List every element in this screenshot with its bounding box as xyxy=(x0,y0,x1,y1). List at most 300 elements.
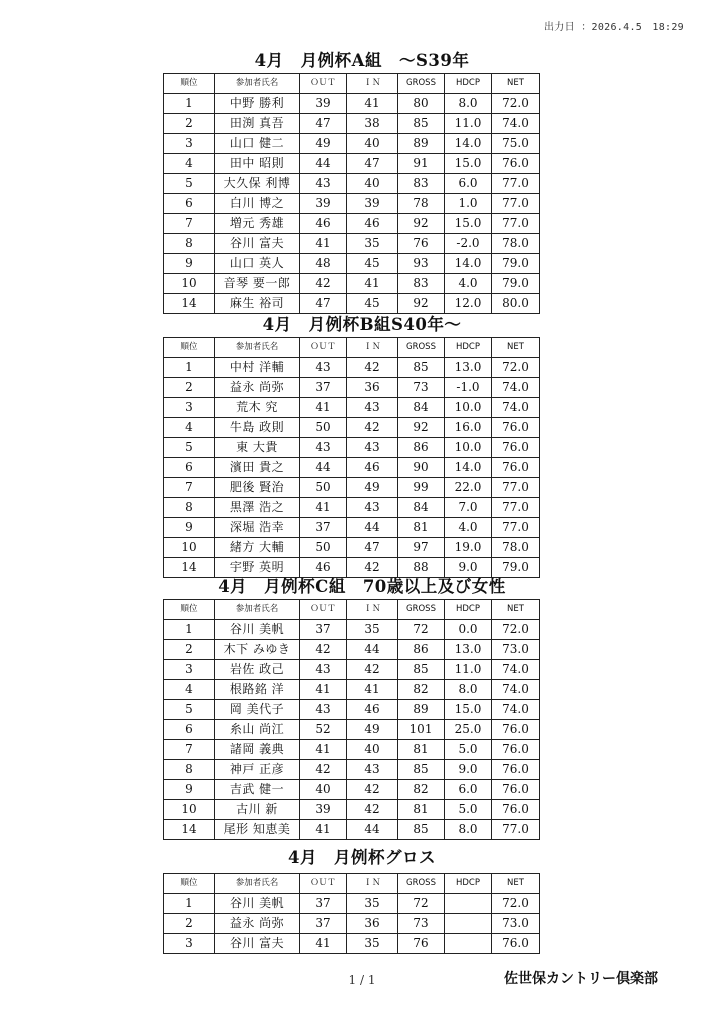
rank-cell: 1 xyxy=(164,894,215,914)
table-row xyxy=(164,174,540,194)
name-cell: 岡 美代子 xyxy=(215,700,300,720)
gross-cell: 99 xyxy=(398,478,445,498)
out-cell: 44 xyxy=(300,458,347,478)
rank-cell: 3 xyxy=(164,398,215,418)
net-cell: 80.0 xyxy=(492,294,540,314)
rank-cell: 10 xyxy=(164,800,215,820)
out-cell: 39 xyxy=(300,94,347,114)
header-row xyxy=(164,74,540,94)
out-cell: 37 xyxy=(300,378,347,398)
name-cell: 音琴 要一郎 xyxy=(215,274,300,294)
in-cell: 35 xyxy=(347,234,398,254)
out-cell: 37 xyxy=(300,914,347,934)
out-cell: 43 xyxy=(300,174,347,194)
hdcp-cell: 8.0 xyxy=(445,94,492,114)
rank-cell: 9 xyxy=(164,254,215,274)
in-cell: 44 xyxy=(347,640,398,660)
out-cell: 48 xyxy=(300,254,347,274)
table-row xyxy=(164,378,540,398)
gross-cell: 85 xyxy=(398,358,445,378)
table-row xyxy=(164,740,540,760)
out-cell: 50 xyxy=(300,478,347,498)
table-row xyxy=(164,154,540,174)
rank-cell: 5 xyxy=(164,174,215,194)
header-row xyxy=(164,338,540,358)
in-cell: 40 xyxy=(347,174,398,194)
gross-cell: 91 xyxy=(398,154,445,174)
out-cell: 37 xyxy=(300,894,347,914)
out-cell: 41 xyxy=(300,820,347,840)
in-cell: 41 xyxy=(347,94,398,114)
net-cell: 73.0 xyxy=(492,914,540,934)
out-header: ＯＵＴ xyxy=(300,338,347,358)
in-cell: 43 xyxy=(347,760,398,780)
gross-cell: 72 xyxy=(398,894,445,914)
out-cell: 46 xyxy=(300,558,347,578)
name-cell: 緒方 大輔 xyxy=(215,538,300,558)
out-cell: 39 xyxy=(300,194,347,214)
gross-cell: 90 xyxy=(398,458,445,478)
hdcp-cell: 25.0 xyxy=(445,720,492,740)
table-row xyxy=(164,640,540,660)
hdcp-cell: 12.0 xyxy=(445,294,492,314)
net-cell: 72.0 xyxy=(492,94,540,114)
out-cell: 44 xyxy=(300,154,347,174)
net-header: NET xyxy=(492,338,540,358)
gross-header: GROSS xyxy=(398,338,445,358)
net-cell: 74.0 xyxy=(492,114,540,134)
section-title: 4月 月例杯A組 ～S39年 xyxy=(254,51,470,70)
table-row xyxy=(164,478,540,498)
rank-cell: 7 xyxy=(164,740,215,760)
rank-cell: 6 xyxy=(164,720,215,740)
gross-cell: 85 xyxy=(398,114,445,134)
table-row xyxy=(164,914,540,934)
net-cell: 74.0 xyxy=(492,680,540,700)
net-cell: 74.0 xyxy=(492,398,540,418)
out-cell: 42 xyxy=(300,640,347,660)
gross-cell: 92 xyxy=(398,418,445,438)
in-header: ＩＮ xyxy=(347,874,398,894)
hdcp-header: HDCP xyxy=(445,338,492,358)
rank-cell: 3 xyxy=(164,934,215,954)
name-cell: 牛島 政則 xyxy=(215,418,300,438)
table-row xyxy=(164,398,540,418)
in-cell: 42 xyxy=(347,800,398,820)
rank-cell: 10 xyxy=(164,538,215,558)
name-cell: 諸岡 義典 xyxy=(215,740,300,760)
in-cell: 46 xyxy=(347,458,398,478)
in-cell: 36 xyxy=(347,378,398,398)
net-header: NET xyxy=(492,74,540,94)
name-cell: 麻生 裕司 xyxy=(215,294,300,314)
name-header: 参加者氏名 xyxy=(215,74,300,94)
name-cell: 黒澤 浩之 xyxy=(215,498,300,518)
table-row xyxy=(164,820,540,840)
table-row xyxy=(164,680,540,700)
hdcp-header: HDCP xyxy=(445,874,492,894)
in-cell: 38 xyxy=(347,114,398,134)
header-row xyxy=(164,874,540,894)
gross-cell: 82 xyxy=(398,680,445,700)
name-cell: 大久保 利博 xyxy=(215,174,300,194)
gross-cell: 89 xyxy=(398,700,445,720)
gross-header: GROSS xyxy=(398,600,445,620)
hdcp-cell: 5.0 xyxy=(445,800,492,820)
hdcp-cell: 6.0 xyxy=(445,174,492,194)
net-cell: 79.0 xyxy=(492,254,540,274)
table-row xyxy=(164,518,540,538)
gross-cell: 80 xyxy=(398,94,445,114)
net-cell: 79.0 xyxy=(492,558,540,578)
name-cell: 山口 健二 xyxy=(215,134,300,154)
net-cell: 72.0 xyxy=(492,358,540,378)
hdcp-cell: 22.0 xyxy=(445,478,492,498)
net-cell: 76.0 xyxy=(492,780,540,800)
rank-cell: 7 xyxy=(164,214,215,234)
club-name: 佐世保カントリー倶楽部 xyxy=(504,971,658,987)
rank-cell: 9 xyxy=(164,518,215,538)
section-title: 4月 月例杯B組S40年～ xyxy=(262,315,462,334)
hdcp-cell xyxy=(445,894,492,914)
in-cell: 40 xyxy=(347,740,398,760)
in-cell: 35 xyxy=(347,894,398,914)
in-cell: 39 xyxy=(347,194,398,214)
net-cell: 78.0 xyxy=(492,538,540,558)
gross-cell: 84 xyxy=(398,498,445,518)
net-cell: 73.0 xyxy=(492,640,540,660)
gross-cell: 78 xyxy=(398,194,445,214)
in-cell: 36 xyxy=(347,914,398,934)
net-header: NET xyxy=(492,600,540,620)
in-cell: 42 xyxy=(347,358,398,378)
name-cell: 荒木 究 xyxy=(215,398,300,418)
name-cell: 谷川 美帆 xyxy=(215,894,300,914)
out-cell: 43 xyxy=(300,660,347,680)
rank-cell: 1 xyxy=(164,94,215,114)
rank-cell: 2 xyxy=(164,114,215,134)
gross-cell: 97 xyxy=(398,538,445,558)
rank-cell: 14 xyxy=(164,820,215,840)
net-cell: 76.0 xyxy=(492,934,540,954)
hdcp-cell: 9.0 xyxy=(445,760,492,780)
net-cell: 77.0 xyxy=(492,174,540,194)
rank-cell: 5 xyxy=(164,700,215,720)
name-cell: 田中 昭則 xyxy=(215,154,300,174)
gross-cell: 81 xyxy=(398,518,445,538)
in-cell: 44 xyxy=(347,820,398,840)
section-gross xyxy=(0,843,724,954)
net-cell: 74.0 xyxy=(492,700,540,720)
out-cell: 42 xyxy=(300,274,347,294)
out-header: ＯＵＴ xyxy=(300,874,347,894)
table-row xyxy=(164,438,540,458)
name-cell: 濱田 貴之 xyxy=(215,458,300,478)
rank-cell: 2 xyxy=(164,640,215,660)
rank-cell: 8 xyxy=(164,498,215,518)
out-cell: 40 xyxy=(300,780,347,800)
gross-cell: 92 xyxy=(398,294,445,314)
name-cell: 中野 勝利 xyxy=(215,94,300,114)
results-table xyxy=(163,73,540,314)
hdcp-cell: 11.0 xyxy=(445,660,492,680)
gross-cell: 101 xyxy=(398,720,445,740)
out-cell: 37 xyxy=(300,620,347,640)
table-row xyxy=(164,418,540,438)
hdcp-cell: -2.0 xyxy=(445,234,492,254)
in-cell: 44 xyxy=(347,518,398,538)
in-cell: 42 xyxy=(347,660,398,680)
table-row xyxy=(164,234,540,254)
gross-cell: 76 xyxy=(398,934,445,954)
out-cell: 41 xyxy=(300,934,347,954)
hdcp-cell xyxy=(445,914,492,934)
rank-cell: 3 xyxy=(164,134,215,154)
out-cell: 46 xyxy=(300,214,347,234)
table-row xyxy=(164,700,540,720)
rank-header: 順位 xyxy=(164,74,215,94)
net-header: NET xyxy=(492,874,540,894)
rank-cell: 1 xyxy=(164,358,215,378)
table-row xyxy=(164,934,540,954)
net-cell: 78.0 xyxy=(492,234,540,254)
section-c xyxy=(0,575,724,840)
gross-cell: 85 xyxy=(398,820,445,840)
name-cell: 山口 英人 xyxy=(215,254,300,274)
results-table xyxy=(163,873,540,954)
name-cell: 古川 新 xyxy=(215,800,300,820)
section-title: 4月 月例杯グロス xyxy=(288,848,436,867)
hdcp-header: HDCP xyxy=(445,600,492,620)
net-cell: 72.0 xyxy=(492,894,540,914)
name-cell: 根路銘 洋 xyxy=(215,680,300,700)
name-cell: 谷川 美帆 xyxy=(215,620,300,640)
table-row xyxy=(164,94,540,114)
table-row xyxy=(164,780,540,800)
hdcp-cell: 15.0 xyxy=(445,154,492,174)
in-cell: 49 xyxy=(347,720,398,740)
in-header: ＩＮ xyxy=(347,600,398,620)
out-cell: 43 xyxy=(300,700,347,720)
gross-cell: 82 xyxy=(398,780,445,800)
results-table xyxy=(163,337,540,578)
hdcp-cell: 8.0 xyxy=(445,820,492,840)
hdcp-cell: 15.0 xyxy=(445,214,492,234)
hdcp-cell: -1.0 xyxy=(445,378,492,398)
in-header: ＩＮ xyxy=(347,338,398,358)
in-cell: 46 xyxy=(347,214,398,234)
table-row xyxy=(164,274,540,294)
rank-cell: 8 xyxy=(164,760,215,780)
in-cell: 43 xyxy=(347,498,398,518)
gross-cell: 81 xyxy=(398,800,445,820)
net-cell: 76.0 xyxy=(492,800,540,820)
in-cell: 41 xyxy=(347,680,398,700)
rank-cell: 1 xyxy=(164,620,215,640)
name-cell: 木下 みゆき xyxy=(215,640,300,660)
hdcp-cell xyxy=(445,934,492,954)
results-table xyxy=(163,599,540,840)
table-row xyxy=(164,660,540,680)
rank-cell: 8 xyxy=(164,234,215,254)
net-cell: 77.0 xyxy=(492,518,540,538)
in-cell: 46 xyxy=(347,700,398,720)
output-date: 出力日 ：2026.4.5 18:29 xyxy=(544,22,684,33)
out-header: ＯＵＴ xyxy=(300,600,347,620)
in-cell: 41 xyxy=(347,274,398,294)
rank-cell: 14 xyxy=(164,294,215,314)
table-row xyxy=(164,134,540,154)
hdcp-cell: 10.0 xyxy=(445,438,492,458)
out-cell: 52 xyxy=(300,720,347,740)
table-row xyxy=(164,254,540,274)
hdcp-cell: 15.0 xyxy=(445,700,492,720)
name-header: 参加者氏名 xyxy=(215,874,300,894)
name-cell: 中村 洋輔 xyxy=(215,358,300,378)
name-cell: 神戸 正彦 xyxy=(215,760,300,780)
page-number: 1 / 1 xyxy=(348,973,376,987)
table-row xyxy=(164,358,540,378)
out-cell: 50 xyxy=(300,418,347,438)
in-cell: 42 xyxy=(347,558,398,578)
hdcp-cell: 1.0 xyxy=(445,194,492,214)
hdcp-cell: 8.0 xyxy=(445,680,492,700)
gross-cell: 73 xyxy=(398,914,445,934)
out-cell: 37 xyxy=(300,518,347,538)
rank-header: 順位 xyxy=(164,874,215,894)
table-row xyxy=(164,114,540,134)
rank-cell: 9 xyxy=(164,780,215,800)
section-title: 4月 月例杯C組 70歳以上及び女性 xyxy=(218,577,506,596)
gross-cell: 83 xyxy=(398,174,445,194)
hdcp-cell: 4.0 xyxy=(445,274,492,294)
gross-cell: 93 xyxy=(398,254,445,274)
gross-cell: 83 xyxy=(398,274,445,294)
name-cell: 宇野 英明 xyxy=(215,558,300,578)
hdcp-cell: 13.0 xyxy=(445,358,492,378)
rank-header: 順位 xyxy=(164,338,215,358)
name-cell: 益永 尚弥 xyxy=(215,378,300,398)
hdcp-cell: 10.0 xyxy=(445,398,492,418)
section-b xyxy=(0,313,724,578)
in-cell: 43 xyxy=(347,398,398,418)
rank-header: 順位 xyxy=(164,600,215,620)
hdcp-cell: 5.0 xyxy=(445,740,492,760)
table-row xyxy=(164,294,540,314)
net-cell: 74.0 xyxy=(492,378,540,398)
out-cell: 42 xyxy=(300,760,347,780)
net-cell: 76.0 xyxy=(492,418,540,438)
name-cell: 岩佐 政己 xyxy=(215,660,300,680)
out-cell: 47 xyxy=(300,114,347,134)
out-cell: 41 xyxy=(300,680,347,700)
rank-cell: 6 xyxy=(164,458,215,478)
in-cell: 47 xyxy=(347,538,398,558)
gross-cell: 92 xyxy=(398,214,445,234)
rank-cell: 4 xyxy=(164,154,215,174)
in-cell: 45 xyxy=(347,254,398,274)
gross-cell: 85 xyxy=(398,760,445,780)
rank-cell: 4 xyxy=(164,680,215,700)
net-cell: 77.0 xyxy=(492,194,540,214)
hdcp-cell: 14.0 xyxy=(445,254,492,274)
section-a xyxy=(0,49,724,314)
in-cell: 45 xyxy=(347,294,398,314)
table-row xyxy=(164,498,540,518)
hdcp-cell: 19.0 xyxy=(445,538,492,558)
in-cell: 42 xyxy=(347,418,398,438)
table-row xyxy=(164,894,540,914)
name-cell: 深堀 浩幸 xyxy=(215,518,300,538)
gross-cell: 89 xyxy=(398,134,445,154)
rank-cell: 3 xyxy=(164,660,215,680)
hdcp-cell: 13.0 xyxy=(445,640,492,660)
out-cell: 41 xyxy=(300,398,347,418)
out-cell: 47 xyxy=(300,294,347,314)
out-header: ＯＵＴ xyxy=(300,74,347,94)
rank-cell: 5 xyxy=(164,438,215,458)
header-row xyxy=(164,600,540,620)
hdcp-cell: 11.0 xyxy=(445,114,492,134)
table-row xyxy=(164,620,540,640)
gross-header: GROSS xyxy=(398,74,445,94)
name-cell: 尾形 知恵美 xyxy=(215,820,300,840)
gross-cell: 86 xyxy=(398,640,445,660)
out-cell: 49 xyxy=(300,134,347,154)
name-cell: 谷川 富夫 xyxy=(215,934,300,954)
gross-cell: 84 xyxy=(398,398,445,418)
table-row xyxy=(164,214,540,234)
in-header: ＩＮ xyxy=(347,74,398,94)
name-cell: 東 大貴 xyxy=(215,438,300,458)
net-cell: 77.0 xyxy=(492,478,540,498)
gross-cell: 76 xyxy=(398,234,445,254)
in-cell: 35 xyxy=(347,620,398,640)
in-cell: 49 xyxy=(347,478,398,498)
hdcp-cell: 7.0 xyxy=(445,498,492,518)
out-cell: 50 xyxy=(300,538,347,558)
net-cell: 77.0 xyxy=(492,820,540,840)
table-row xyxy=(164,800,540,820)
hdcp-cell: 4.0 xyxy=(445,518,492,538)
name-cell: 増元 秀雄 xyxy=(215,214,300,234)
net-cell: 77.0 xyxy=(492,498,540,518)
net-cell: 76.0 xyxy=(492,154,540,174)
rank-cell: 14 xyxy=(164,558,215,578)
name-cell: 肥後 賢治 xyxy=(215,478,300,498)
net-cell: 79.0 xyxy=(492,274,540,294)
hdcp-cell: 9.0 xyxy=(445,558,492,578)
rank-cell: 4 xyxy=(164,418,215,438)
in-cell: 42 xyxy=(347,780,398,800)
net-cell: 77.0 xyxy=(492,214,540,234)
rank-cell: 7 xyxy=(164,478,215,498)
table-row xyxy=(164,538,540,558)
out-cell: 41 xyxy=(300,498,347,518)
net-cell: 76.0 xyxy=(492,438,540,458)
name-cell: 益永 尚弥 xyxy=(215,914,300,934)
hdcp-cell: 6.0 xyxy=(445,780,492,800)
net-cell: 74.0 xyxy=(492,660,540,680)
table-row xyxy=(164,720,540,740)
rank-cell: 2 xyxy=(164,378,215,398)
gross-cell: 88 xyxy=(398,558,445,578)
gross-header: GROSS xyxy=(398,874,445,894)
net-cell: 72.0 xyxy=(492,620,540,640)
out-cell: 41 xyxy=(300,234,347,254)
hdcp-cell: 14.0 xyxy=(445,458,492,478)
gross-cell: 73 xyxy=(398,378,445,398)
